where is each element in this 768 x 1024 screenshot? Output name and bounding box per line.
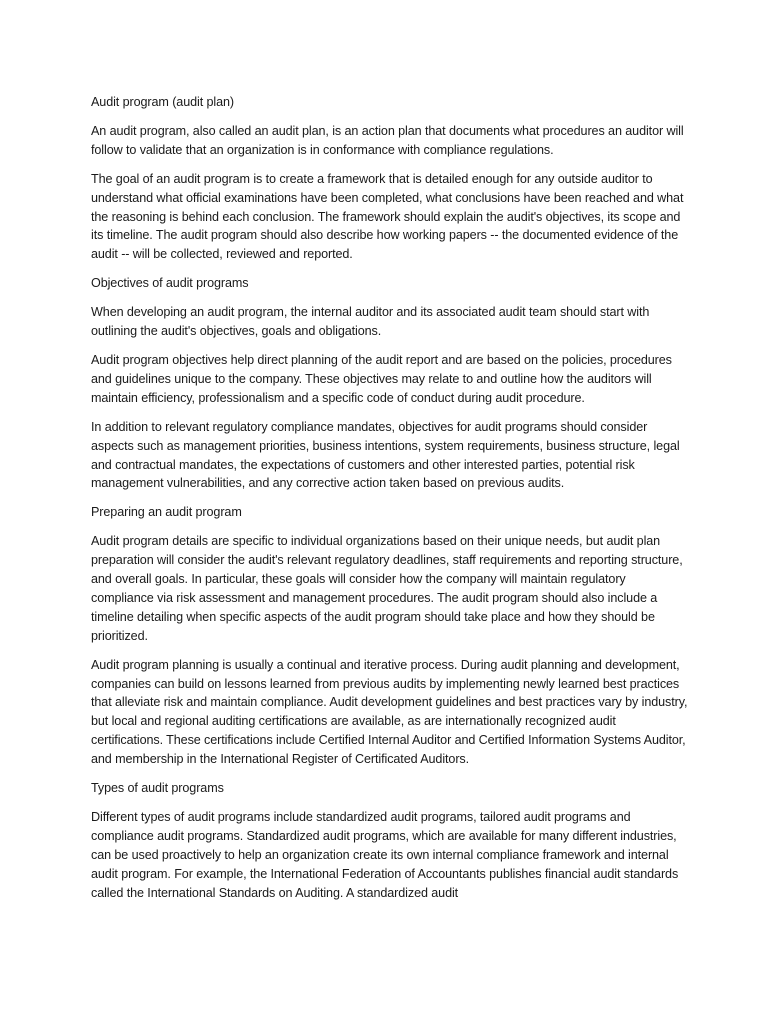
preparing-paragraph-2: Audit program planning is usually a continual and iterative process. During audit planning and development, companies can build on lessons learned from previous audits by implementing newly learned best practices that alleviate risk and maintain compliance. Audit development guidelines and best practices vary by industry, but local and regional auditing certifications are available, as are internationally recognized audit certifications. These certifications include Certified Internal Auditor and Certified Information Systems Auditor, and membership in the International Register of Certificated Auditors. [91, 657, 688, 767]
types-heading: Types of audit programs [91, 781, 224, 796]
goal-paragraph: The goal of an audit program is to create a framework that is detailed enough for any outside auditor to understand what official examinations have been completed, what conclusions have been reached and what the reasoning is behind each conclusion. The framework should explain the audit's objectives, its scope and its timeline. The audit program should also describe how working papers -- the documented evidence of the audit -- will be collected, reviewed and reported. [91, 171, 684, 262]
objectives-paragraph-1: When developing an audit program, the internal auditor and its associated audit team should start with outlining the audit's objectives, goals and obligations. [91, 305, 650, 339]
preparing-paragraph-1: Audit program details are specific to individual organizations based on their unique needs, but audit plan preparation will consider the audit's relevant regulatory deadlines, staff requirements and reporting structure, and overall goals. In particular, these goals will consider how the company will maintain regulatory compliance via risk assessment and management procedures. The audit program should also include a timeline detailing when specific aspects of the audit program should take place and how they should be prioritized. [91, 534, 683, 643]
objectives-paragraph-2: Audit program objectives help direct planning of the audit report and are based on the policies, procedures and guidelines unique to the company. These objectives may relate to and outline how the auditors will maintain efficiency, professionalism and a specific code of conduct during audit procedure. [91, 352, 672, 405]
preparing-heading: Preparing an audit program [91, 505, 242, 520]
types-paragraph-1: Different types of audit programs include standardized audit programs, tailored audit programs and compliance audit programs. Standardized audit programs, which are available for many different industries, can be used proactively to help an organization create its own internal compliance framework and internal audit program. For example, the International Federation of Accountants publishes financial audit standards called the International Standards on Auditing. A standardized audit [91, 810, 679, 900]
document-page [91, 93, 689, 913]
intro-paragraph: An audit program, also called an audit plan, is an action plan that documents what procedures an auditor will follow to validate that an organization is in conformance with compliance regulations. [91, 123, 684, 157]
document-title: Audit program (audit plan) [91, 95, 235, 109]
objectives-heading: Objectives of audit programs [91, 276, 249, 291]
objectives-paragraph-3: In addition to relevant regulatory compliance mandates, objectives for audit programs should consider aspects such as management priorities, business intentions, system requirements, business structure, legal and contractual mandates, the expectations of customers and other interested parties, potential risk management vulnerabilities, and any corrective action taken based on previous audits. [91, 419, 680, 491]
